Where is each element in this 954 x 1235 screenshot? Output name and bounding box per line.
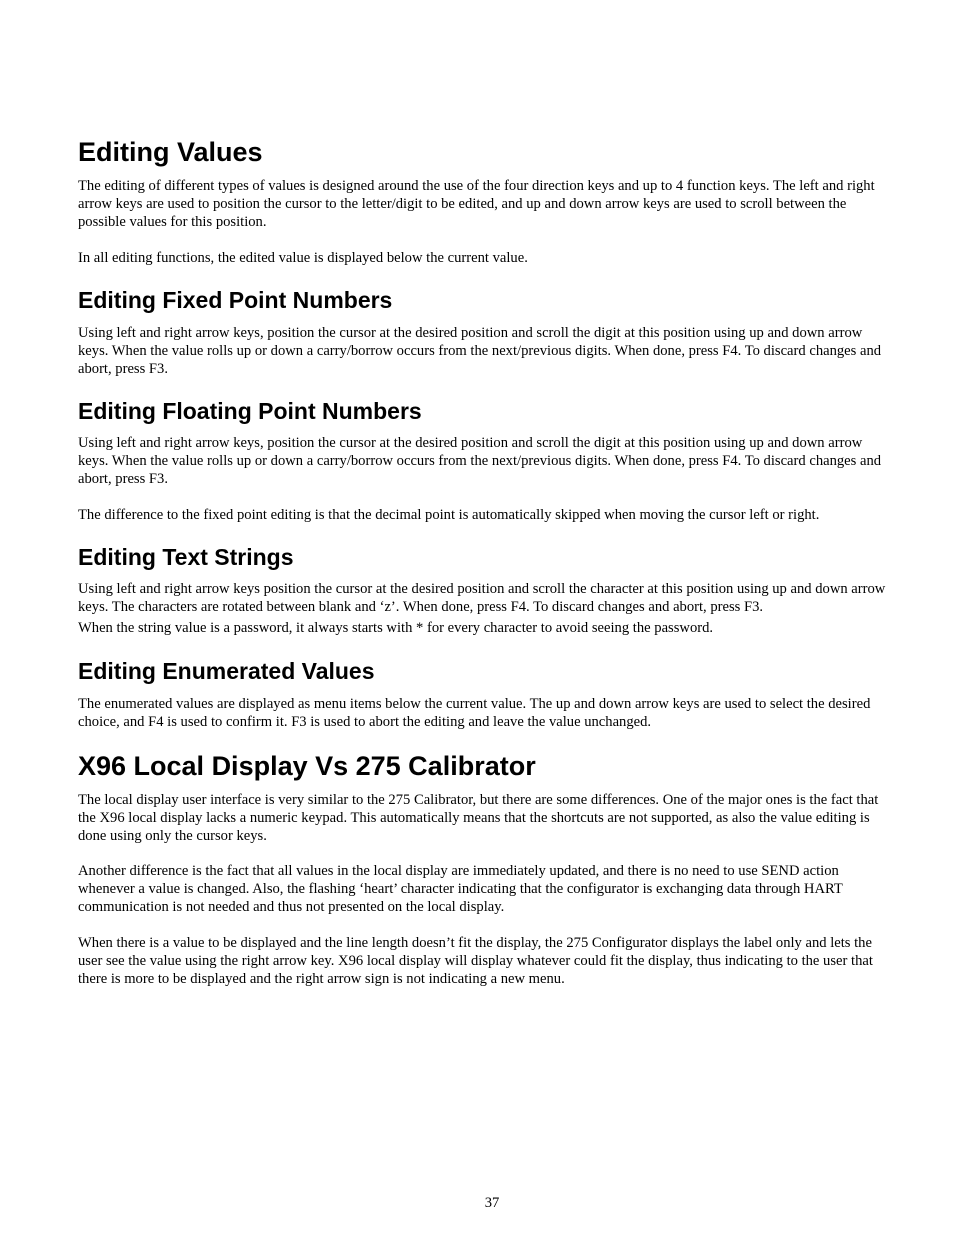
paragraph: Using left and right arrow keys position the cursor at the desired position and scroll the character at this position using up and down arrow keys. The characters are rotated between blank and ‘z’. When done, press F4. To discard changes and abort, press F3. <box>78 581 886 615</box>
paragraph: When the string value is a password, it always starts with * for every character to avoid seeing the password. <box>78 620 714 636</box>
section-heading-floating-point: Editing Floating Point Numbers <box>78 398 422 424</box>
paragraph: Another difference is the fact that all values in the local display are immediately updated, and there is no need to use SEND action whenever a value is changed. Also, the flashing ‘heart’ character indicating that the configurator is exchanging data through HART communication is not needed and thus not presented on the local display. <box>78 863 843 915</box>
paragraph: The enumerated values are displayed as menu items below the current value. The up and down arrow keys are used to select the desired choice, and F4 is used to confirm it. F3 is used to abort the editing and leave the value unchanged. <box>78 696 871 730</box>
paragraph: The local display user interface is very similar to the 275 Calibrator, but there are some differences. One of the major ones is the fact that the X96 local display lacks a numeric keypad. This automatically means that the shortcuts are not supported, as also the value editing is done using only the cursor keys. <box>78 792 879 844</box>
page-number: 37 <box>484 1195 500 1211</box>
paragraph: When there is a value to be displayed and the line length doesn’t fit the display, the 275 Configurator displays the label only and lets the user see the value using the right arrow key. X96 local display will display whatever could fit the display, thus indicating to the user that there is more to be displayed and the right arrow sign is not indicating a new menu. <box>78 935 873 987</box>
section-heading-enumerated: Editing Enumerated Values <box>78 658 375 684</box>
paragraph: In all editing functions, the edited value is displayed below the current value. <box>78 250 528 266</box>
paragraph: The difference to the fixed point editing is that the decimal point is automatically skipped when moving the cursor left or right. <box>78 507 820 523</box>
paragraph: The editing of different types of values is designed around the use of the four direction keys and up to 4 function keys. The left and right arrow keys are used to position the cursor to the letter/digit to be edited, and up and down arrow keys are used to scroll between the possible values for this position. <box>78 178 875 230</box>
section-heading-text-strings: Editing Text Strings <box>78 544 294 570</box>
paragraph: Using left and right arrow keys, position the cursor at the desired position and scroll the digit at this position using up and down arrow keys. When the value rolls up or down a carry/borrow occurs from the next/previous digits. When done, press F4. To discard changes and abort, press F3. <box>78 435 882 487</box>
section-heading-fixed-point: Editing Fixed Point Numbers <box>78 287 393 313</box>
section-heading-editing-values: Editing Values <box>78 137 263 167</box>
section-heading-x96-vs-275: X96 Local Display Vs 275 Calibrator <box>78 751 536 781</box>
paragraph: Using left and right arrow keys, position the cursor at the desired position and scroll the digit at this position using up and down arrow keys. When the value rolls up or down a carry/borrow occurs from the next/previous digits. When done, press F4. To discard changes and abort, press F3. <box>78 325 882 377</box>
